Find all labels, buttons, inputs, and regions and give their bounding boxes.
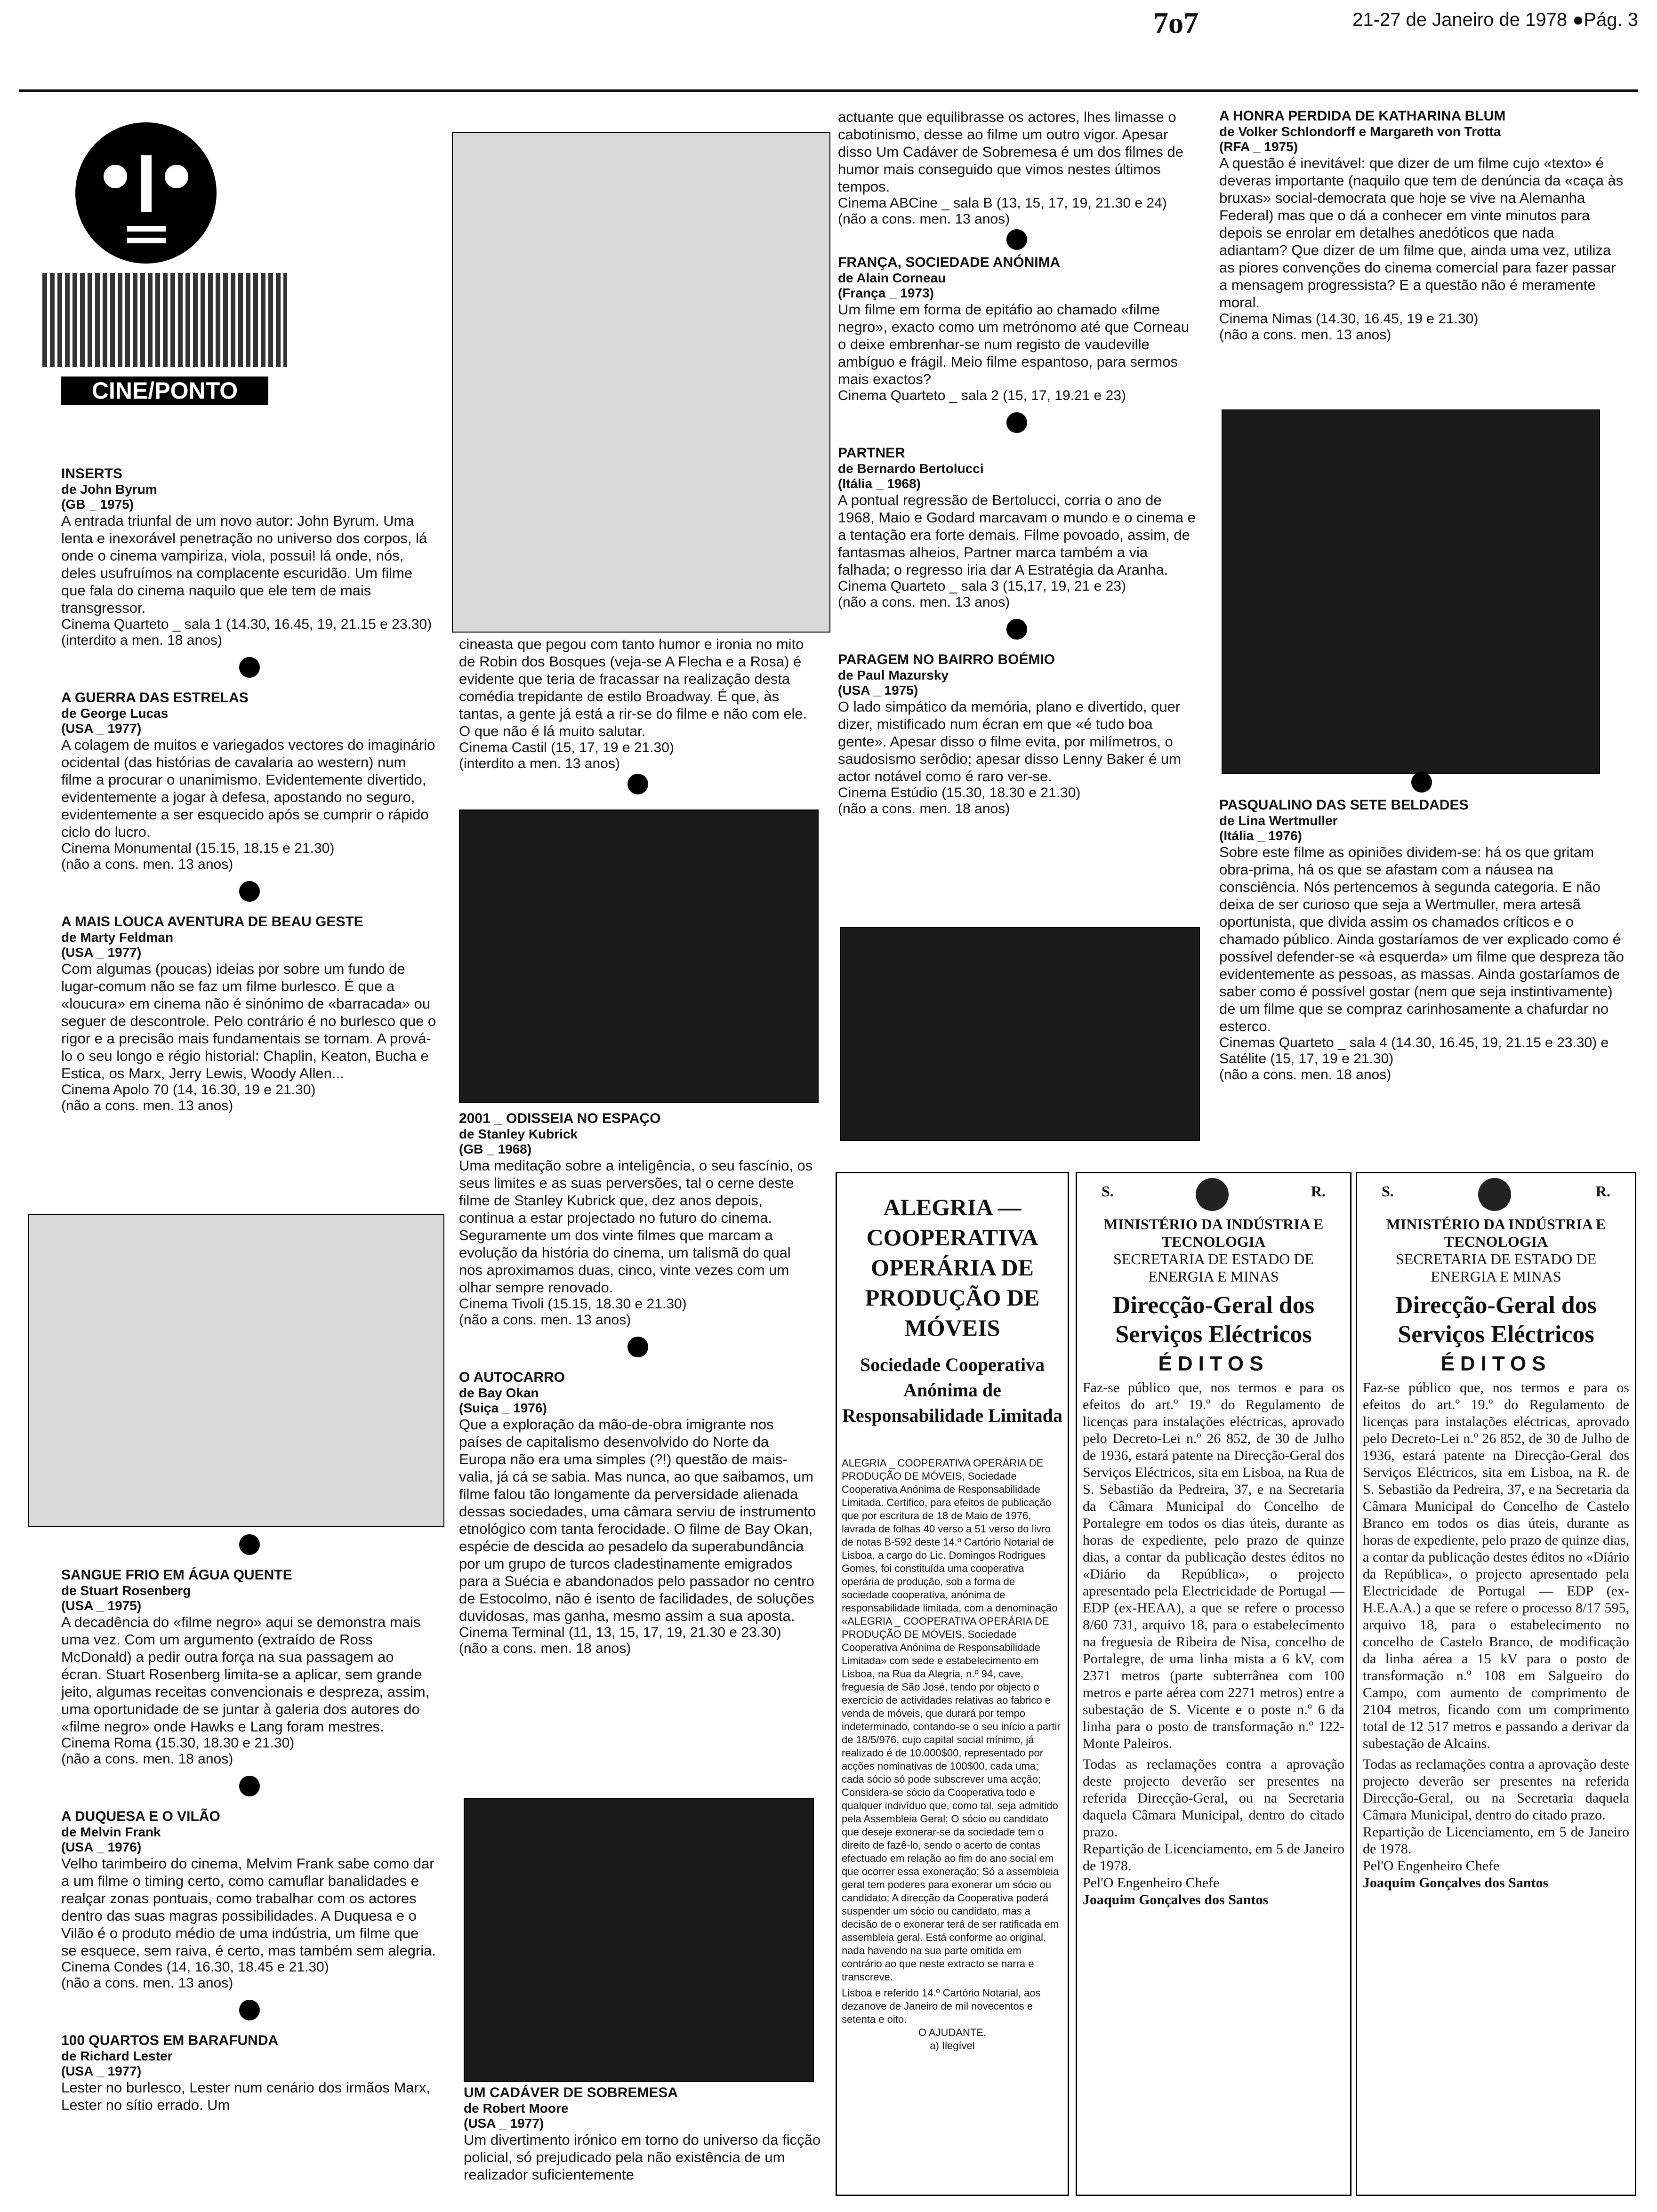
review-origin: (GB _ 1968) (459, 1142, 532, 1156)
department: Direcção-Geral dos Serviços Eléctricos (1395, 1292, 1597, 1348)
review-text: Com algumas (poucas) ideias por sobre um fundo de lugar-comum não se faz um filme burlesco. É que a «loucura» em cinema não é sinónimo de «barracada» ou seguer de descontrole. Pelo contrário é no burlesco que o rigor e a precisão mais fundamentais se tornam. A prová-lo o seu longo e régio historial: Chaplin, Keaton, Bucha e Estica, os Marx, Jerry Lewis, Woody Allen... (61, 961, 436, 1082)
review-franca (838, 255, 1196, 404)
review-cinema: Cinema Estúdio (15.30, 18.30 e 21.30) (838, 785, 1081, 801)
review-cinema: Cinema Quarteto _ sala 1 (14.30, 16.45, 19, 21.15 e 23.30) (61, 617, 432, 632)
review-origin: (USA _ 1975) (838, 683, 918, 697)
ad-signature: O AJUDANTE, (918, 2027, 987, 2038)
bullet-dot-icon (239, 881, 260, 902)
column-2 (459, 635, 817, 794)
bullet-dot-icon (1006, 229, 1027, 250)
edito-claims: Todas as reclamações contra a aprovação deste projecto deverão ser presentes na referida Direcção-Geral, ou na Secretaria daquela Câmara Municipal, dentro do citado prazo. (1363, 1756, 1629, 1823)
review-title: PARTNER (838, 445, 905, 461)
review-cinema: Cinema Condes (14, 16.30, 18.45 e 21.30) (61, 1959, 329, 1975)
issue-date: 21-27 de Janeiro de 1978 ●Pág. 3 (1352, 9, 1638, 30)
photo-partner (840, 927, 1200, 1141)
review-text: Que a exploração da mão-de-obra imigrante nos países de capitalismo desenvolvido do Norte da Europa não era uma simples (?!) questão de mais-valia, já cá se sabia. Mas nunca, ao que saibamos, um filme falou tão longamente da perversidade alienada dessas sociedades, uma câmara serviu de instrumento etnológico com tanta ferocidade. O filme de Bay Okan, espécie de descida ao pesadelo da superabundância por um grupo de turcos cladestinamente emigrados para a Suécia e abandonados pelo passador no centro de Estocolmo, não é isento de facilidades, de soluções duvidosas, mas ganha, mesmo assim a sua aposta. (459, 1416, 816, 1624)
review-director: de Marty Feldman (61, 930, 174, 945)
review-cinema: Cinema Terminal (11, 13, 15, 17, 19, 21.30 e 23.30) (459, 1625, 781, 1640)
ministry: MINISTÉRIO DA INDÚSTRIA E TECNOLOGIA (1103, 1216, 1324, 1250)
review-title: PASQUALINO DAS SETE BELDADES (1219, 797, 1469, 813)
review-title: O AUTOCARRO (459, 1370, 565, 1385)
ad-title: ALEGRIA — COOPERATIVA OPERÁRIA DE PRODUÇÃO DE MÓVEIS (865, 1194, 1040, 1341)
review-text: Um divertimento irónico em torno do universo da ficção policial, só prejudicado pela não existência de um realizador suficientemente (464, 2132, 821, 2183)
review-100-quartos (61, 2033, 438, 2114)
editos-title: ÉDITOS (1440, 1352, 1552, 1375)
review-director: de Paul Mazursky (838, 668, 949, 682)
review-beau-geste (61, 914, 438, 1114)
review-director: de Alain Corneau (838, 271, 946, 285)
review-text: Velho tarimbeiro do cinema, Melvim Frank sabe como dar a um filme o timing certo, como camuflar banalidades e realçar zonas pontuais, como trabalhar com os actores dentro das suas magras possibilidades. A Duquesa e o Vilão é o produto médio de uma indústria, um filme que se esquece, sem raiva, é certo, mas também sem alegria. (61, 1855, 436, 1959)
review-title: INSERTS (61, 466, 123, 481)
review-director: de Lina Wertmuller (1219, 813, 1338, 828)
edito-chief: Pel'O Engenheiro Chefe (1083, 1875, 1220, 1891)
secretariat: SECRETARIA DE ESTADO DE ENERGIA E MINAS (1113, 1250, 1314, 1285)
review-guerra (61, 690, 438, 873)
review-director: de Robert Moore (464, 2101, 569, 2116)
bullet-dot-icon (627, 774, 648, 794)
review-cinema: Cinema Monumental (15.15, 18.15 e 21.30) (61, 841, 335, 856)
review-origin: (Suiça _ 1976) (459, 1401, 547, 1415)
review-director: de Stanley Kubrick (459, 1127, 578, 1141)
review-cinema: Cinemas Quarteto _ sala 4 (14.30, 16.45, 19, 21.15 e 23.30) e Satélite (15, 17, 19 e 21.30) (1219, 1035, 1609, 1066)
header-rule (19, 89, 1638, 92)
edito-signer: Joaquim Gonçalves dos Santos (1083, 1892, 1269, 1907)
review-origin: (USA _ 1977) (61, 721, 142, 736)
review-cinema: Cinema Nimas (14.30, 16.45, 19 e 21.30) (1219, 311, 1479, 327)
ad-header: S. R. (1083, 1183, 1344, 1211)
review-inserts (61, 466, 438, 649)
coat-of-arms-icon (1196, 1178, 1229, 1211)
column-2-mid (459, 1111, 817, 1657)
review-origin: (RFA _ 1975) (1219, 139, 1298, 154)
section-label: CINE/PONTO (61, 377, 268, 405)
review-origin: (USA _ 1976) (61, 1840, 142, 1854)
review-partner (838, 445, 1196, 610)
review-rating: (não a cons. men. 13 anos) (61, 1975, 233, 1991)
bullet-dot-icon (1411, 772, 1432, 793)
review-title: UM CADÁVER DE SOBREMESA (464, 2085, 678, 2100)
ad-signature-name: a) Ilegível (930, 2040, 975, 2052)
review-title: A HONRA PERDIDA DE KATHARINA BLUM (1219, 108, 1506, 124)
review-director: de George Lucas (61, 706, 169, 721)
review-director: de Bernardo Bertolucci (838, 461, 984, 476)
review-text: A colagem de muitos e variegados vectores do imaginário ocidental (das histórias de cavalaria ao western) num filme a procurar o unanimismo. Evidentemente divertido, evidentemente a jogar à defesa, apostando no seguro, evidentemente a ser esquecido após se cumprir o rápido ciclo do lucro. (61, 737, 435, 840)
edito-date: Repartição de Licenciamento, em 5 de Janeiro de 1978. (1083, 1841, 1344, 1874)
review-director: de Volker Schlondorff e Margareth von Trotta (1219, 124, 1501, 139)
review-text: O lado simpático da memória, plano e divertido, quer dizer, mistificado num écran em que «é tudo boa gente». Apesar disso o filme evita, por milímetros, o saudosismo serôdio; apesar disso Lenny Baker é um actor notável como é raro ver-se. (838, 698, 1181, 785)
review-director: de Melvin Frank (61, 1825, 161, 1839)
edito-chief: Pel'O Engenheiro Chefe (1363, 1858, 1500, 1874)
editos-title: ÉDITOS (1158, 1352, 1269, 1375)
review-rating: (não a cons. men. 18 anos) (459, 1641, 631, 1656)
review-rating: (não a cons. men. 13 anos) (459, 1312, 631, 1328)
review-rating: (não a cons. men. 13 anos) (838, 594, 1010, 610)
page-header (1083, 6, 1638, 57)
column-3 (838, 108, 1196, 817)
review-katharina (1219, 108, 1624, 343)
review-text: actuante que equilibrasse os actores, lhes limasse o cabotinismo, desse ao filme um outro vigor. Apesar disso Um Cadáver de Sobremesa é um dos filmes de humor mais conseguido que vimos nestes últimos tempos. (838, 109, 1183, 195)
review-director: de Richard Lester (61, 2049, 173, 2063)
face-icon (75, 122, 217, 264)
review-text: cineasta que pegou com tanto humor e ironia no mito de Robin dos Bosques (veja-se A Flecha e a Rosa) é evidente que teria de fracassar na realização desta comédia trepidante de estilo Broadway. É que, às tantas, a gente já está a rir-se do filme e não com ele. O que não é lá muito salutar. (459, 636, 807, 739)
review-text: Sobre este filme as opiniões dividem-se: há os que gritam obra-prima, há os que se afastam com a náusea na consciência. Nós pertencemos à segunda categoria. E não deixa de ser curioso que seja a Wertmuller, mera artesã oportunista, que divida assim os chamados críticos e o chamado público. Ainda gostaríamos de ver explicado como é possível defender-se «à esquerda» um filme que despreza tão evidentemente as pessoas, as massas. Ainda gostaríamos de saber como é possível gostar (nem que seja instintivamente) de um filme que se compraz carinhosamente a chafurdar no esterco. (1219, 844, 1624, 1034)
ad-alegria (836, 1172, 1069, 2196)
ad-subtitle: Sociedade Cooperativa Anónima de Responsabilidade Limitada (842, 1354, 1062, 1426)
review-title: 2001 _ ODISSEIA NO ESPAÇO (459, 1111, 661, 1126)
review-origin: (USA _ 1977) (61, 2064, 142, 2078)
edito-date: Repartição de Licenciamento, em 5 de Janeiro de 1978. (1363, 1824, 1629, 1857)
review-autocarro (459, 1370, 817, 1657)
photo-katharina (1222, 409, 1600, 774)
review-2001 (459, 1111, 817, 1328)
edito-body: Faz-se público que, nos termos e para os efeitos do art.º 19.º do Regulamento de licenças para instalações eléctricas, aprovado pelo Decreto-Lei n.º 26 852, de 30 de Julho de 1936, estará patente na Direcção-Geral dos Serviços Eléctricos, sita em Lisboa, na Rua de S. Sebastião da Pedreira, 37, e na Secretaria da Câmara Municipal do Concelho de Portalegre em todos os dias úteis, durante as horas de expediente, pelo prazo de quinze dias, a contar da publicação destes éditos no «Diário da República», o projecto apresentado pela Electricidade de Portugal — EDP (ex-HEAA), a que se refere o processo 8/60 731, arquivo 18, para o estabelecimento na freguesia de Ribeira de Nisa, concelho de Portalegre, de uma linha mista a 6 kV, com 2371 metros (parte subterrânea com 100 metros e parte aérea com 2271 metros) entre a subestação de S. Vicente e o poste n.º 6 da linha para o posto de transformação n.º 122-Monte Paleiros. (1083, 1380, 1344, 1751)
review-text: A entrada triunfal de um novo autor: John Byrum. Uma lenta e inexorável penetração no universo dos corpos, lá onde o cinema vampiriza, viola, possui! lá onde, nós, deles usufruímos na complacente escuridão. Um filme que fala do cinema naquilo que ele tem de mais transgressor. (61, 513, 427, 616)
coat-of-arms-icon (1478, 1178, 1511, 1211)
review-title: PARAGEM NO BAIRRO BOÉMIO (838, 652, 1055, 667)
secretariat: SECRETARIA DE ESTADO DE ENERGIA E MINAS (1396, 1250, 1596, 1285)
column-1 (61, 466, 438, 1114)
review-title: 100 QUARTOS EM BARAFUNDA (61, 2033, 279, 2048)
ad-body: ALEGRIA _ COOPERATIVA OPERÁRIA DE PRODUÇÃO DE MÓVEIS, Sociedade Cooperativa Anónima de Responsabilidade Limitada. Certifico, para efeitos de publicação que por escritura de 18 de Maio de 1976, lavrada de folhas 40 verso a 51 verso do livro de notas B-592 deste 14.º Cartório Notarial de Lisboa, a cargo do Lic. Domingos Rodrigues Gomes, foi constituída uma cooperativa operária de produção, sob a forma de sociedade cooperativa, anónima de responsabilidade limitada, com a denominação «ALEGRIA _ COOPERATIVA OPERÁRIA DE PRODUÇÃO DE MÓVEIS, Sociedade Cooperativa Anónima de Responsabilidade Limitada» com sede e estabelecimento em Lisboa, na Rua da Alegria, n.º 94, cave, freguesia de São José, tendo por objecto o exercício de actividades relativas ao fabrico e venda de móveis, que durará por tempo indeterminado, contando-se o seu início a partir de 18/5/976, cujo capital social mínimo, já realizado é de 10.000$00, representado por acções nominativas de 100$00, cada uma; cada sócio só pode subscrever uma acção; Considera-se sócio da Cooperativa todo e qualquer indivíduo que, como tal, seja admitido pela Assembleia Geral; O sócio ou candidato que deseje exonerar-se da sociedade tem o direito de fazê-lo, sendo o acerto de contas efectuado em relação ao fim do ano social em que ocorrer essa exoneração; Só a assembleia geral tem poderes para exonerar um sócio ou candidato; A direcção da Cooperativa poderá suspender um sócio ou candidato, mas a decisão de o exonerar terá de ser ratificada em assembleia geral. Está conforme ao original, nada havendo na sua parte omitida em contrário ao que neste extracto se narra e transcreve. (842, 1457, 1061, 1983)
bullet-dot-icon (239, 1534, 260, 1555)
bullet-dot-icon (1006, 619, 1027, 640)
edito-signer: Joaquim Gonçalves dos Santos (1363, 1875, 1549, 1891)
review-director: de John Byrum (61, 482, 157, 497)
review-rating: (não a cons. men. 18 anos) (1219, 1067, 1392, 1082)
bullet-dot-icon (239, 1776, 260, 1796)
ad-edito-2 (1356, 1172, 1636, 2196)
review-rating: (não a cons. men. 13 anos) (838, 211, 1010, 227)
review-rating: (não a cons. men. 13 anos) (1219, 327, 1392, 343)
review-text: Um filme em forma de epitáfio ao chamado «filme negro», exacto como um metrónomo até que Corneau o deixe embrenhar-se num registo de vaudeville ambíguo e frágil. Meio filme espantoso, para sermos mais exactos? (838, 301, 1190, 387)
ministry: MINISTÉRIO DA INDÚSTRIA E TECNOLOGIA (1386, 1216, 1606, 1250)
photo-2001 (459, 809, 819, 1103)
review-text: A decadência do «filme negro» aqui se demonstra mais uma vez. Com um argumento (extraído de Ross McDonald) a pedir outra força na sua passagem ao écran. Stuart Rosenberg limita-se a aplicar, sem grande jeito, algumas receitas convencionais e despreza, assim, uma oportunidade de se juntar à galeria dos autores do «filme negro» onde Hawks e Lang foram mestres. (61, 1614, 430, 1735)
review-duquesa (61, 1809, 438, 1991)
bullet-dot-icon (239, 657, 260, 678)
cine-ponto-logo (42, 113, 287, 405)
review-text: A pontual regressão de Bertolucci, corria o ano de 1968, Maio e Godard marcavam o mundo e o cinema e a tentação era forte demais. Filme povoado, assim, de fantasmas alheios, Partner marca também a via falhada; o regresso iria dar A Estratégia da Aranha. (838, 492, 1196, 578)
review-origin: (França _ 1973) (838, 286, 934, 300)
review-cinema: Cinema ABCine _ sala B (13, 15, 17, 19, 21.30 e 24) (838, 195, 1167, 211)
review-origin: (USA _ 1975) (61, 1598, 142, 1613)
review-title: A GUERRA DAS ESTRELAS (61, 690, 249, 705)
review-cinema: Cinema Apolo 70 (14, 16.30, 19 e 21.30) (61, 1082, 316, 1098)
review-sangue-frio (61, 1567, 438, 1767)
column-4-lower (1219, 772, 1624, 1083)
review-origin: (Itália _ 1976) (1219, 828, 1302, 843)
review-title: A DUQUESA E O VILÃO (61, 1809, 220, 1824)
review-rating: (interdito a men. 18 anos) (61, 633, 222, 648)
review-director: de Stuart Rosenberg (61, 1583, 191, 1598)
review-director: de Bay Okan (459, 1386, 539, 1400)
review-origin: (USA _ 1977) (61, 945, 142, 960)
photo-robin (452, 132, 830, 633)
edito-claims: Todas as reclamações contra a aprovação deste projecto deverão ser presentes na referida Direcção-Geral, ou na Secretaria daquela Câmara Municipal, dentro do citado prazo. (1083, 1756, 1344, 1840)
review-text: Uma meditação sobre a inteligência, o seu fascínio, os seus limites e as suas perversões, tal o cerne deste filme de Stanley Kubrick que, dez anos depois, continua a estar projectado no futuro do cinema. Seguramente um dos vinte filmes que marcam a evolução da história do cinema, um talismã do qual nos aproximamos duas, cinco, vinte vezes com um olhar sempre renovado. (459, 1157, 813, 1296)
film-strip-icon (42, 273, 287, 367)
review-title: SANGUE FRIO EM ÁGUA QUENTE (61, 1567, 292, 1583)
review-origin: (GB _ 1975) (61, 497, 134, 512)
review-origin: (Itália _ 1968) (838, 476, 921, 491)
review-rating: (não a cons. men. 18 anos) (838, 801, 1010, 817)
review-cinema: Cinema Roma (15.30, 18.30 e 21.30) (61, 1735, 295, 1751)
ad-footer: Lisboa e referido 14.º Cartório Notarial, aos dezanove de Janeiro de mil novecentos e setenta e oito. (842, 1987, 1041, 2025)
bullet-dot-icon (239, 2000, 260, 2020)
review-text: Lester no burlesco, Lester num cenário dos irmãos Marx, Lester no sítio errado. Um (61, 2079, 430, 2113)
review-rating: (não a cons. men. 13 anos) (61, 857, 233, 872)
review-rating: (não a cons. men. 18 anos) (61, 1751, 233, 1767)
review-origin: (USA _ 1977) (464, 2116, 544, 2131)
review-cinema: Cinema Quarteto _ sala 2 (15, 17, 19.21 e 23) (838, 388, 1126, 403)
photo-beau-geste (28, 1214, 444, 1527)
review-cinema: Cinema Quarteto _ sala 3 (15,17, 19, 21 e 23) (838, 578, 1126, 594)
review-rating: (não a cons. men. 13 anos) (61, 1098, 233, 1114)
column-1-lower (61, 1534, 438, 2114)
ad-header: S. R. (1363, 1183, 1629, 1211)
review-rating: (interdito a men. 13 anos) (459, 756, 620, 771)
ad-edito-1 (1076, 1172, 1351, 2196)
photo-cadaver (464, 1798, 814, 2082)
review-title: FRANÇA, SOCIEDADE ANÓNIMA (838, 255, 1061, 270)
review-pasqualino (1219, 797, 1624, 1083)
bullet-dot-icon (627, 1337, 648, 1357)
review-paragem (838, 652, 1196, 817)
bullet-dot-icon (1006, 412, 1027, 433)
review-cinema: Cinema Tivoli (15.15, 18.30 e 21.30) (459, 1296, 687, 1312)
review-text: A questão é inevitável: que dizer de um filme cujo «texto» é deveras importante (naquilo que tem de denúncia da «caça às bruxas» social-democrata que hoje se vive na Alemanha Federal) mas que o dá a conhecer em vinte minutos para depois se enrolar em detalhes anedóticos que nada adiantam? Que dizer de um filme que, ainda uma vez, utiliza as piores convenções do cinema comercial para fazer passar a mensagem progressista? E a questão não é meramente moral. (1219, 155, 1624, 311)
newspaper-logo: 7o7 (1153, 6, 1199, 40)
review-title: A MAIS LOUCA AVENTURA DE BEAU GESTE (61, 914, 363, 930)
column-2-bottom (464, 2085, 821, 2183)
review-cinema: Cinema Castil (15, 17, 19 e 21.30) (459, 740, 674, 755)
edito-body: Faz-se público que, nos termos e para os efeitos do art.º 19.º do Regulamento de licenças para instalações eléctricas, aprovado pelo Decreto-Lei n.º 26 852, de 30 de Julho de 1936, estará patente na Direcção-Geral dos Serviços Eléctricos, sita em Lisboa, na R. de S. Sebastião da Pedreira, 37, e na Secretaria da Câmara Municipal do Concelho de Castelo Branco em todos os dias úteis, durante as horas de expediente, pelo prazo de quinze dias, a contar da publicação destes éditos no «Diário da República», o projecto apresentado pela Electricidade de Portugal — EDP (ex-H.E.A.A.) a que se refere o processo 8/17 595, arquivo 18, para o estabelecimento no concelho de Castelo Branco, de modificação da linha aérea a 15 kV para o posto de transformação n.º 108 em Salgueiro do Campo, com aumento de comprimento de 2104 metros, ficando com um comprimento total de 12 517 metros e passando a derivar da subestação de Alcains. (1363, 1380, 1629, 1751)
column-4 (1219, 108, 1624, 343)
department: Direcção-Geral dos Serviços Eléctricos (1113, 1292, 1314, 1348)
